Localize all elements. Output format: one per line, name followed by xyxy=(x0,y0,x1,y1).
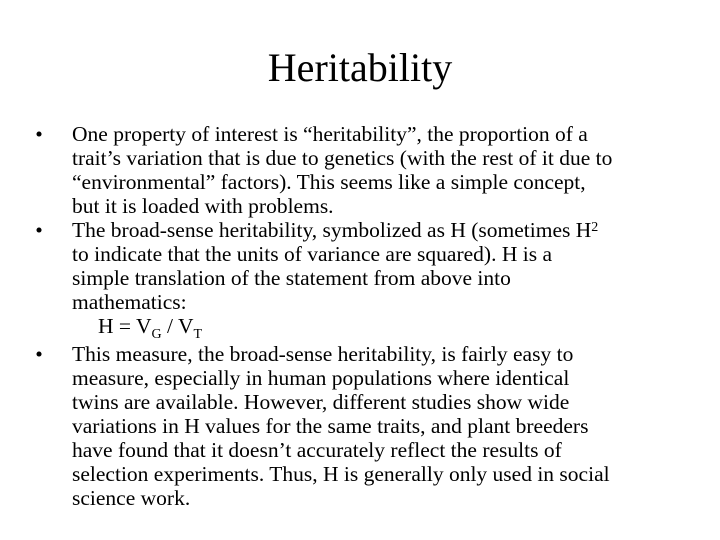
subscript-g: G xyxy=(151,327,162,342)
bullet-line: but it is loaded with problems. xyxy=(72,194,334,218)
bullet-line: trait’s variation that is due to genetics (with the rest of it due to xyxy=(72,146,613,170)
bullet-line: measure, especially in human populations where identical xyxy=(72,366,570,390)
bullet-line: simple translation of the statement from above into xyxy=(72,266,511,290)
bullet-icon: • xyxy=(35,342,43,366)
bullet-line: “environmental” factors). This seems like a simple concept, xyxy=(72,170,586,194)
bullet-line: This measure, the broad-sense heritability, is fairly easy to xyxy=(72,342,574,366)
bullet-line: One property of interest is “heritability”, the proportion of a xyxy=(72,122,588,146)
bullet-line: science work. xyxy=(72,486,191,510)
bullet-list xyxy=(28,122,698,510)
heritability-formula xyxy=(72,314,698,342)
superscript: 2 xyxy=(591,220,599,235)
formula-lhs: H = V xyxy=(98,314,152,338)
bullet-line: twins are available. However, different studies show wide xyxy=(72,390,570,414)
bullet-line: variations in H values for the same traits, and plant breeders xyxy=(72,414,589,438)
subscript-t: T xyxy=(193,327,203,342)
bullet-item-heritability-definition xyxy=(28,122,698,218)
bullet-line xyxy=(72,218,698,242)
slide-title: Heritability xyxy=(267,45,453,90)
bullet-icon: • xyxy=(35,122,43,146)
bullet-line: selection experiments. Thus, H is generally only used in social xyxy=(72,462,610,486)
bullet-icon: • xyxy=(35,218,43,242)
bullet-line: mathematics: xyxy=(72,290,187,314)
bullet-item-measurement xyxy=(28,342,698,510)
bullet-line: have found that it doesn’t accurately reflect the results of xyxy=(72,438,562,462)
formula-mid: / V xyxy=(161,314,194,338)
bullet-item-broad-sense xyxy=(28,218,698,342)
bullet-line-text: The broad-sense heritability, symbolized as H (sometimes H xyxy=(72,218,592,242)
bullet-line: to indicate that the units of variance are squared). H is a xyxy=(72,242,552,266)
